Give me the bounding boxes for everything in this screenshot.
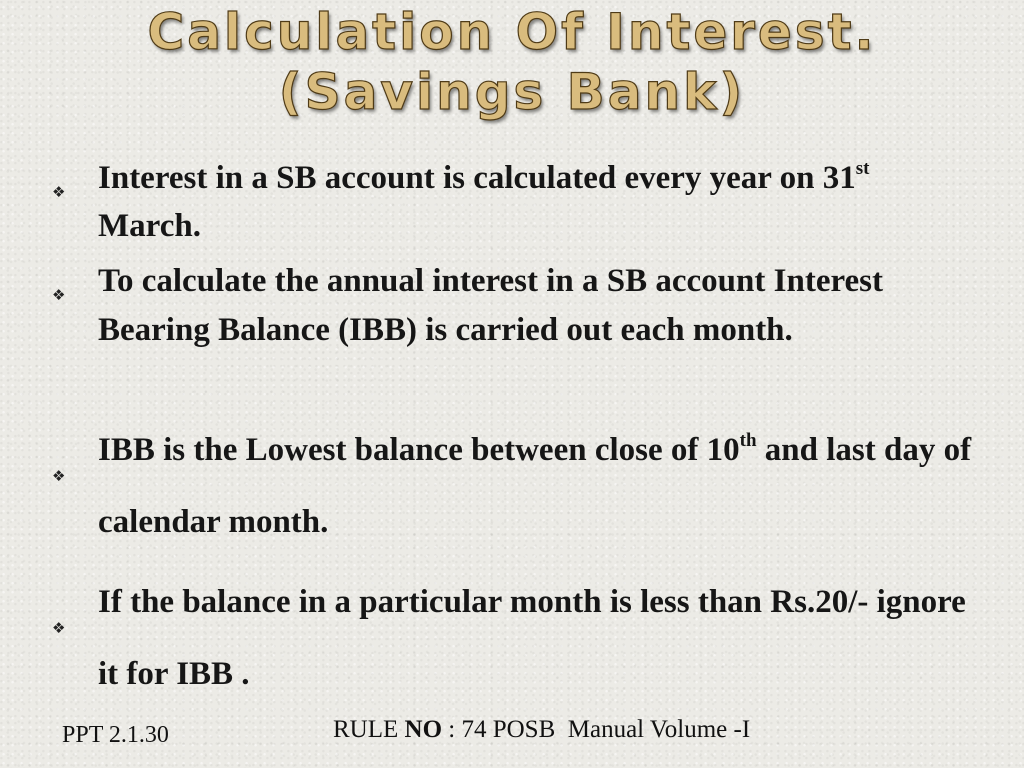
diamond-bullet-icon: ❖ xyxy=(52,286,66,304)
title-line-1: Calculation Of Interest. xyxy=(147,3,877,61)
bullet-text: To calculate the annual interest in a SB account Interest Bearing Balance (IBB) is carried out each month. xyxy=(98,263,883,348)
bullet-text: IBB is the Lowest balance between close of 10th and last day of calendar month. xyxy=(98,430,972,540)
title-line-2: (Savings Bank) xyxy=(278,63,746,121)
footer-slide-reference: PPT 2.1.30 xyxy=(62,722,169,748)
bullet-item xyxy=(52,154,972,250)
diamond-bullet-icon: ❖ xyxy=(52,183,66,201)
diamond-bullet-icon: ❖ xyxy=(52,619,66,637)
bullet-text: Interest in a SB account is calculated every year on 31st March. xyxy=(98,158,870,244)
bullet-item xyxy=(52,257,972,355)
bullet-item xyxy=(52,566,972,710)
footer-rule-reference: RULE NO : 74 POSB Manual Volume -I xyxy=(333,716,751,743)
bullet-item xyxy=(52,414,972,558)
diamond-bullet-icon: ❖ xyxy=(52,467,66,485)
bullet-text: If the balance in a particular month is less than Rs.20/- ignore it for IBB . xyxy=(98,584,966,692)
